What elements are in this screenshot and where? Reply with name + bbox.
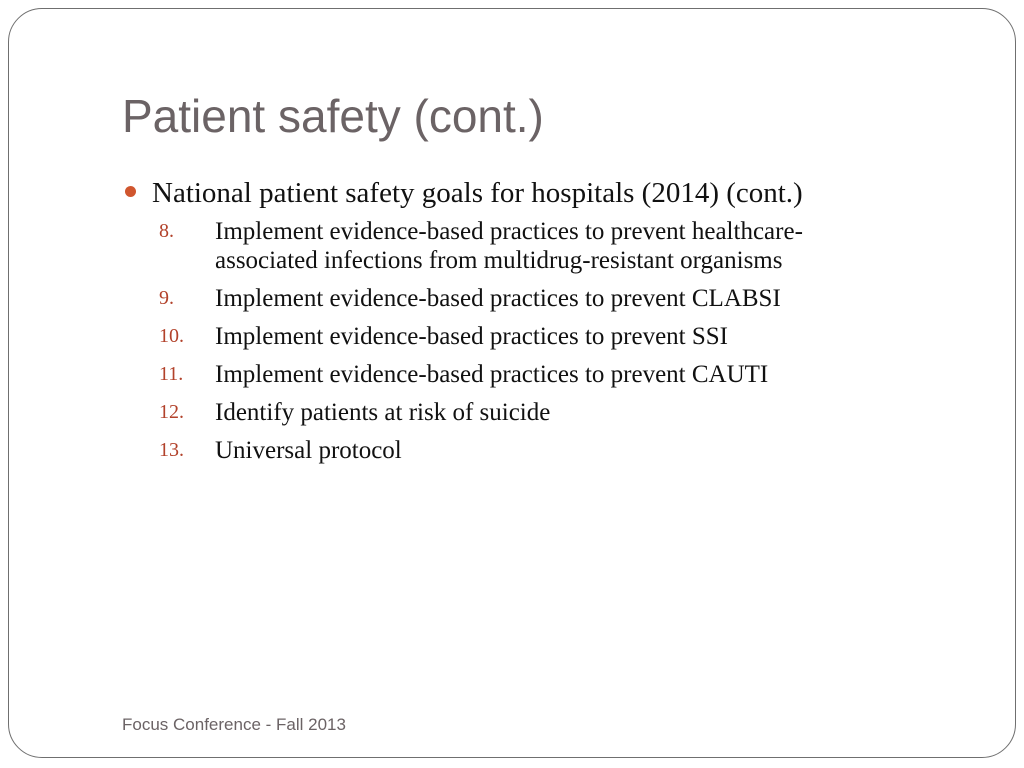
- goal-text: Implement evidence-based practices to prevent healthcare- associated infections from multidrug-resistant organisms: [215, 218, 803, 274]
- goal-text: Implement evidence-based practices to prevent CAUTI: [215, 361, 769, 388]
- goal-item-12: [159, 398, 959, 427]
- goal-item-8: [159, 217, 959, 275]
- goal-item-11: [159, 360, 959, 389]
- goal-text: Implement evidence-based practices to prevent SSI: [215, 323, 729, 350]
- goal-number: 10.: [159, 325, 184, 347]
- slide-frame: [8, 8, 1016, 758]
- goals-list: [159, 217, 959, 474]
- goal-number: 13.: [159, 439, 184, 461]
- goal-number: 12.: [159, 401, 184, 423]
- slide-title: Patient safety (cont.): [122, 90, 544, 142]
- goal-text: Implement evidence-based practices to prevent CLABSI: [215, 285, 781, 312]
- slide-footer: Focus Conference - Fall 2013: [122, 715, 346, 734]
- main-bullet-text: National patient safety goals for hospitals (2014) (cont.): [152, 177, 803, 209]
- goal-item-10: [159, 322, 959, 351]
- main-bullet: [125, 175, 803, 211]
- bullet-dot-icon: [125, 186, 136, 197]
- goal-number: 11.: [159, 363, 184, 385]
- goal-text: Identify patients at risk of suicide: [215, 399, 551, 426]
- goal-item-9: [159, 284, 959, 313]
- goal-item-13: [159, 436, 959, 465]
- goal-number: 8.: [159, 220, 174, 242]
- goal-number: 9.: [159, 287, 174, 309]
- goal-text: Universal protocol: [215, 437, 402, 464]
